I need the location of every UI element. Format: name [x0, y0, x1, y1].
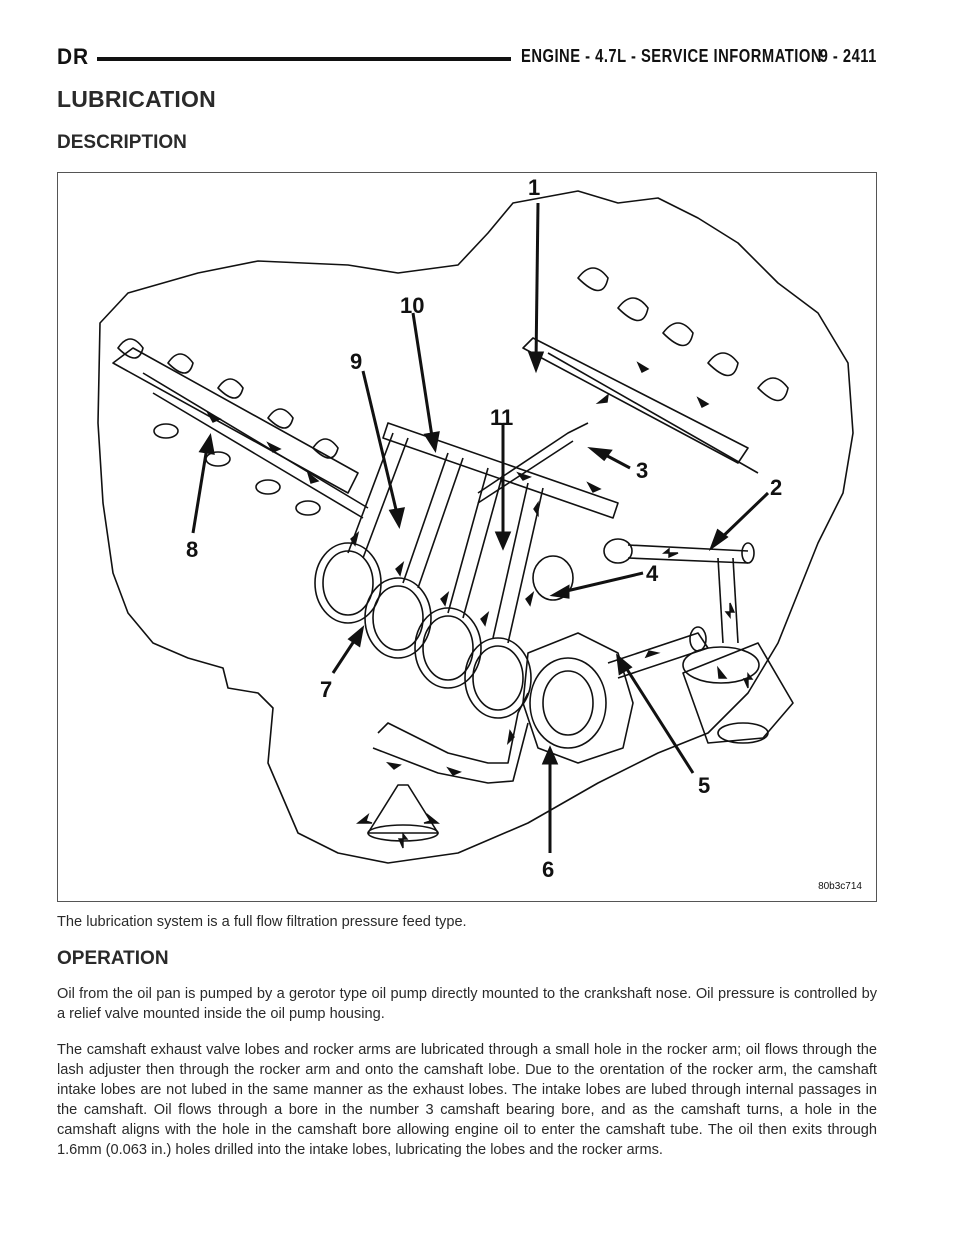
oil-pickup-tube	[378, 693, 528, 763]
callout-9: 9	[350, 349, 363, 374]
callout-5: 5	[698, 773, 711, 798]
oil-gallery-tubes	[383, 423, 618, 518]
callout-2: 2	[770, 475, 783, 500]
header-title: ENGINE - 4.7L - SERVICE INFORMATION	[521, 46, 822, 66]
callout-6: 6	[542, 857, 555, 882]
callout-4: 4	[646, 561, 659, 586]
main-bearing-2	[365, 578, 431, 658]
operation-paragraph-1: Oil from the oil pan is pumped by a gerotor type oil pump directly mounted to the crankshaft nose. Oil pressure is controlled by a relief valve mounted inside the oil pump housing.	[57, 986, 877, 1022]
callout-7: 7	[320, 677, 333, 702]
figure-code: 80b3c714	[818, 881, 862, 892]
header-manual-code: DR	[57, 44, 90, 69]
section-title: LUBRICATION	[57, 86, 216, 112]
callout-3: 3	[636, 458, 649, 483]
header-page-number: 9 - 2411	[819, 46, 877, 66]
page-header	[57, 44, 877, 74]
description-heading: DESCRIPTION	[57, 132, 187, 153]
header-rule	[97, 57, 511, 61]
lubrication-diagram	[57, 172, 877, 902]
main-bearing-1	[315, 543, 381, 623]
callout-8: 8	[186, 537, 199, 562]
callout-11: 11	[490, 405, 514, 430]
oil-filter	[683, 643, 793, 743]
left-cam-rail	[113, 348, 358, 493]
description-text: The lubrication system is a full flow filtration pressure feed type.	[57, 914, 467, 930]
oil-pump-housing	[523, 633, 633, 763]
engine-oil-flow-illustration	[58, 173, 876, 901]
callout-1: 1	[528, 175, 541, 200]
operation-heading: OPERATION	[57, 948, 169, 969]
callout-10: 10	[400, 293, 425, 318]
main-bearing-3	[415, 608, 481, 688]
operation-paragraph-2: The camshaft exhaust valve lobes and rocker arms are lubricated through a small hole in the rocker arm; oil flows through the lash adjuster then through the rocker arm and onto the camshaft lobe. Due to the orentation of the rocker arm, the camshaft intake lobes are not lubed in the same manner as the exhaust lobes. The intake lobes are lubed through internal passages in the camshaft. Oil flows through a bore in the number 3 camshaft bearing bore, and as the camshaft turns, a hole in the camshaft aligns with the hole in the camshaft bore allowing engine oil to enter the camshaft tube. The oil then exits through 1.6mm (0.063 in.) holes drilled into the intake lobes, lubricating the lobes and the rocker arms.	[57, 1042, 877, 1158]
engine-block-outline	[98, 191, 853, 863]
